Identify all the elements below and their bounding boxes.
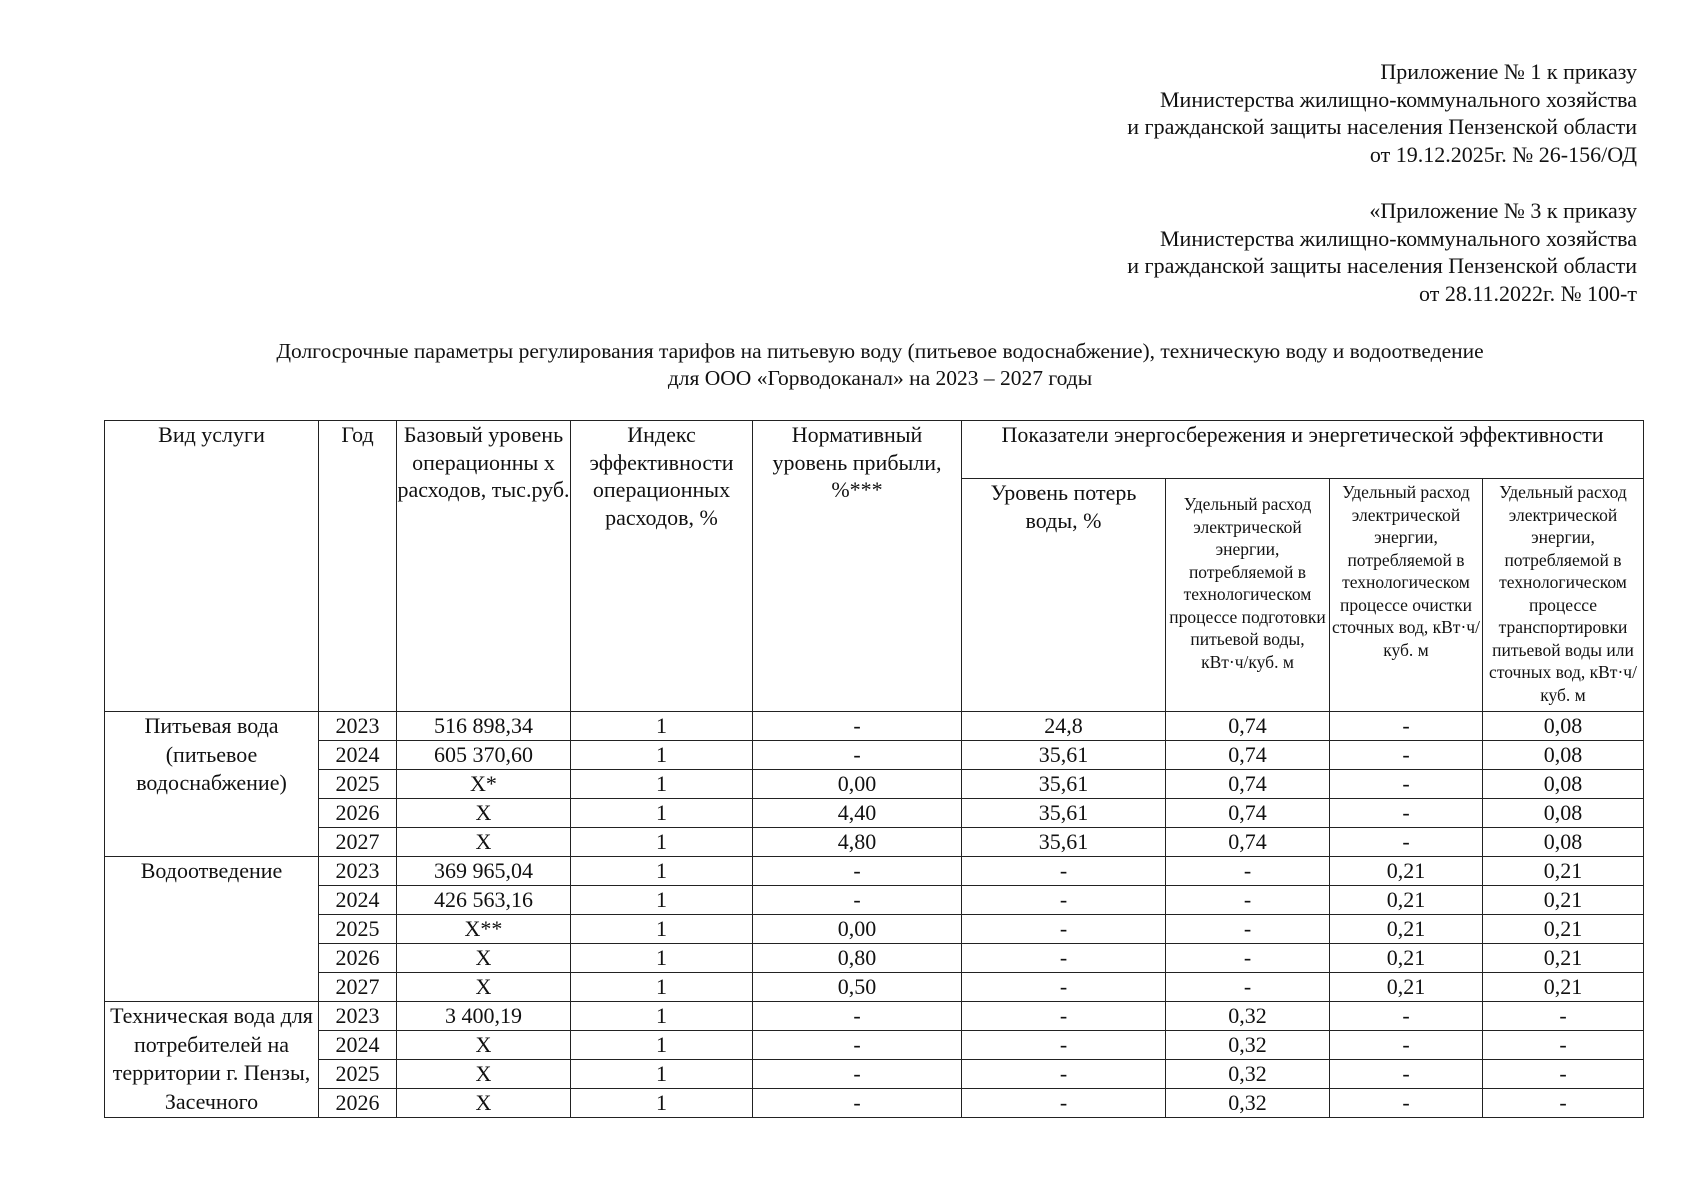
header-base-level: Базовый уровень операционны х расходов, тыс.руб. (397, 421, 571, 712)
cell-profit-level: - (753, 886, 962, 915)
cell-energy-prep: 0,74 (1166, 712, 1330, 741)
cell-energy-transport: 0,21 (1483, 915, 1644, 944)
cell-base-level: X (397, 1031, 571, 1060)
cell-energy-prep: - (1166, 944, 1330, 973)
cell-efficiency-index: 1 (571, 770, 753, 799)
cell-efficiency-index: 1 (571, 857, 753, 886)
cell-water-loss: 35,61 (962, 799, 1166, 828)
cell-profit-level: - (753, 1031, 962, 1060)
appendix-header-1 (1127, 58, 1637, 168)
cell-energy-prep: - (1166, 857, 1330, 886)
cell-year: 2027 (319, 828, 397, 857)
table-row (105, 1002, 1644, 1031)
cell-year: 2024 (319, 886, 397, 915)
cell-water-loss: 35,61 (962, 828, 1166, 857)
cell-year: 2025 (319, 915, 397, 944)
cell-profit-level: 0,00 (753, 770, 962, 799)
cell-efficiency-index: 1 (571, 799, 753, 828)
cell-energy-transport: - (1483, 1031, 1644, 1060)
table-row (105, 1089, 1644, 1118)
cell-profit-level: - (753, 1002, 962, 1031)
service-name-cell: Техническая вода для потребителей на территории г. Пензы, Засечного (105, 1002, 319, 1118)
cell-profit-level: 4,80 (753, 828, 962, 857)
cell-water-loss: - (962, 886, 1166, 915)
cell-energy-transport: - (1483, 1060, 1644, 1089)
cell-year: 2024 (319, 1031, 397, 1060)
cell-energy-transport: 0,21 (1483, 973, 1644, 1002)
cell-base-level: 369 965,04 (397, 857, 571, 886)
cell-profit-level: - (753, 712, 962, 741)
cell-base-level: X (397, 828, 571, 857)
header-efficiency-index: Индекс эффективности операционных расходов, % (571, 421, 753, 712)
cell-efficiency-index: 1 (571, 915, 753, 944)
cell-base-level: X (397, 799, 571, 828)
cell-profit-level: 0,80 (753, 944, 962, 973)
cell-year: 2024 (319, 741, 397, 770)
cell-energy-transport: 0,08 (1483, 770, 1644, 799)
cell-water-loss: - (962, 944, 1166, 973)
header-2-line-1: «Приложение № 3 к приказу (1369, 198, 1637, 223)
cell-water-loss: 35,61 (962, 741, 1166, 770)
cell-water-loss: - (962, 1089, 1166, 1118)
table-row (105, 973, 1644, 1002)
table-row (105, 1031, 1644, 1060)
header-1-line-3: и гражданской защиты населения Пензенской области (1127, 114, 1637, 139)
table-row (105, 1060, 1644, 1089)
cell-energy-clean: 0,21 (1330, 915, 1483, 944)
cell-year: 2026 (319, 799, 397, 828)
table-row (105, 712, 1644, 741)
cell-base-level: 516 898,34 (397, 712, 571, 741)
cell-year: 2023 (319, 1002, 397, 1031)
cell-energy-transport: 0,21 (1483, 944, 1644, 973)
cell-year: 2026 (319, 944, 397, 973)
cell-energy-prep: 0,32 (1166, 1031, 1330, 1060)
header-1-line-2: Министерства жилищно-коммунального хозяйства (1159, 86, 1637, 112)
cell-energy-transport: 0,08 (1483, 799, 1644, 828)
cell-energy-transport: - (1483, 1089, 1644, 1118)
header-energy-prep: Удельный расход электрической энергии, потребляемой в технологическом процессе подготовки питьевой воды, кВт·ч/куб. м (1166, 479, 1330, 712)
cell-energy-clean: - (1330, 1089, 1483, 1118)
cell-energy-clean: - (1330, 1031, 1483, 1060)
document-title (160, 338, 1600, 392)
cell-water-loss: - (962, 1002, 1166, 1031)
cell-profit-level: - (753, 741, 962, 770)
service-name-cell: Водоотведение (105, 857, 319, 1002)
cell-energy-clean: 0,21 (1330, 857, 1483, 886)
cell-energy-prep: 0,74 (1166, 828, 1330, 857)
cell-profit-level: 4,40 (753, 799, 962, 828)
header-year: Год (319, 421, 397, 712)
cell-energy-prep: 0,32 (1166, 1060, 1330, 1089)
cell-year: 2026 (319, 1089, 397, 1118)
cell-energy-transport: 0,08 (1483, 712, 1644, 741)
cell-year: 2023 (319, 712, 397, 741)
cell-efficiency-index: 1 (571, 1060, 753, 1089)
table-row (105, 741, 1644, 770)
cell-efficiency-index: 1 (571, 1031, 753, 1060)
cell-efficiency-index: 1 (571, 944, 753, 973)
header-energy-group: Показатели энергосбережения и энергетической эффективности (962, 421, 1644, 479)
cell-efficiency-index: 1 (571, 741, 753, 770)
cell-energy-prep: - (1166, 915, 1330, 944)
cell-efficiency-index: 1 (571, 1089, 753, 1118)
header-1-line-4: от 19.12.2025г. № 26-156/ОД (1369, 141, 1637, 167)
cell-profit-level: - (753, 1089, 962, 1118)
cell-base-level: X (397, 973, 571, 1002)
cell-year: 2025 (319, 1060, 397, 1089)
header-energy-clean: Удельный расход электрической энергии, потребляемой в технологическом процессе очистки сточных вод, кВт·ч/куб. м (1330, 479, 1483, 712)
header-energy-transport: Удельный расход электрической энергии, потребляемой в технологическом процессе транспортировки питьевой воды или сточных вод, кВт·ч/куб. м (1483, 479, 1644, 712)
cell-water-loss: - (962, 1031, 1166, 1060)
table-body (105, 712, 1644, 1118)
cell-energy-prep: - (1166, 886, 1330, 915)
cell-energy-clean: - (1330, 1060, 1483, 1089)
cell-energy-prep: 0,74 (1166, 770, 1330, 799)
cell-energy-transport: - (1483, 1002, 1644, 1031)
cell-base-level: 3 400,19 (397, 1002, 571, 1031)
cell-year: 2023 (319, 857, 397, 886)
cell-efficiency-index: 1 (571, 828, 753, 857)
cell-energy-prep: 0,32 (1166, 1002, 1330, 1031)
cell-energy-prep: 0,74 (1166, 799, 1330, 828)
appendix-header-2 (1127, 197, 1637, 307)
table-row (105, 944, 1644, 973)
cell-base-level: 426 563,16 (397, 886, 571, 915)
table-row (105, 857, 1644, 886)
header-2-line-3: и гражданской защиты населения Пензенской области (1127, 253, 1637, 278)
header-1-line-1: Приложение № 1 к приказу (1380, 59, 1637, 84)
cell-base-level: X (397, 1089, 571, 1118)
cell-water-loss: - (962, 915, 1166, 944)
cell-energy-clean: - (1330, 799, 1483, 828)
cell-efficiency-index: 1 (571, 712, 753, 741)
cell-base-level: X* (397, 770, 571, 799)
cell-water-loss: 24,8 (962, 712, 1166, 741)
cell-energy-clean: - (1330, 828, 1483, 857)
table-row (105, 828, 1644, 857)
cell-energy-clean: 0,21 (1330, 944, 1483, 973)
cell-profit-level: - (753, 857, 962, 886)
cell-energy-transport: 0,08 (1483, 828, 1644, 857)
cell-energy-transport: 0,08 (1483, 741, 1644, 770)
header-water-loss: Уровень потерь воды, % (962, 479, 1166, 712)
cell-water-loss: - (962, 857, 1166, 886)
cell-energy-prep: - (1166, 973, 1330, 1002)
cell-energy-clean: 0,21 (1330, 973, 1483, 1002)
cell-water-loss: 35,61 (962, 770, 1166, 799)
header-2-line-2: Министерства жилищно-коммунального хозяйства (1159, 225, 1637, 251)
cell-energy-clean: 0,21 (1330, 886, 1483, 915)
header-2-line-4: от 28.11.2022г. № 100-т (1419, 280, 1637, 306)
cell-base-level: 605 370,60 (397, 741, 571, 770)
cell-efficiency-index: 1 (571, 1002, 753, 1031)
cell-year: 2027 (319, 973, 397, 1002)
cell-base-level: X (397, 944, 571, 973)
table-row (105, 915, 1644, 944)
cell-energy-clean: - (1330, 712, 1483, 741)
header-service: Вид услуги (105, 421, 319, 712)
cell-energy-clean: - (1330, 1002, 1483, 1031)
cell-profit-level: - (753, 1060, 962, 1089)
cell-water-loss: - (962, 973, 1166, 1002)
cell-profit-level: 0,50 (753, 973, 962, 1002)
table-row (105, 799, 1644, 828)
cell-base-level: X** (397, 915, 571, 944)
cell-profit-level: 0,00 (753, 915, 962, 944)
cell-energy-prep: 0,74 (1166, 741, 1330, 770)
cell-water-loss: - (962, 1060, 1166, 1089)
title-line-2: для ООО «Горводоканал» на 2023 – 2027 годы (667, 366, 1093, 390)
cell-energy-transport: 0,21 (1483, 886, 1644, 915)
cell-year: 2025 (319, 770, 397, 799)
service-name-cell: Питьевая вода (питьевое водоснабжение) (105, 712, 319, 857)
title-line-1: Долгосрочные параметры регулирования тарифов на питьевую воду (питьевое водоснабжение), техническую воду и водоотведение (276, 339, 1484, 363)
tariff-parameters-table (104, 420, 1644, 1118)
cell-energy-clean: - (1330, 741, 1483, 770)
table-row (105, 886, 1644, 915)
cell-efficiency-index: 1 (571, 886, 753, 915)
cell-efficiency-index: 1 (571, 973, 753, 1002)
header-profit-level: Нормативный уровень прибыли, %*** (753, 421, 962, 712)
cell-energy-prep: 0,32 (1166, 1089, 1330, 1118)
cell-energy-clean: - (1330, 770, 1483, 799)
cell-energy-transport: 0,21 (1483, 857, 1644, 886)
cell-base-level: X (397, 1060, 571, 1089)
table-row (105, 770, 1644, 799)
